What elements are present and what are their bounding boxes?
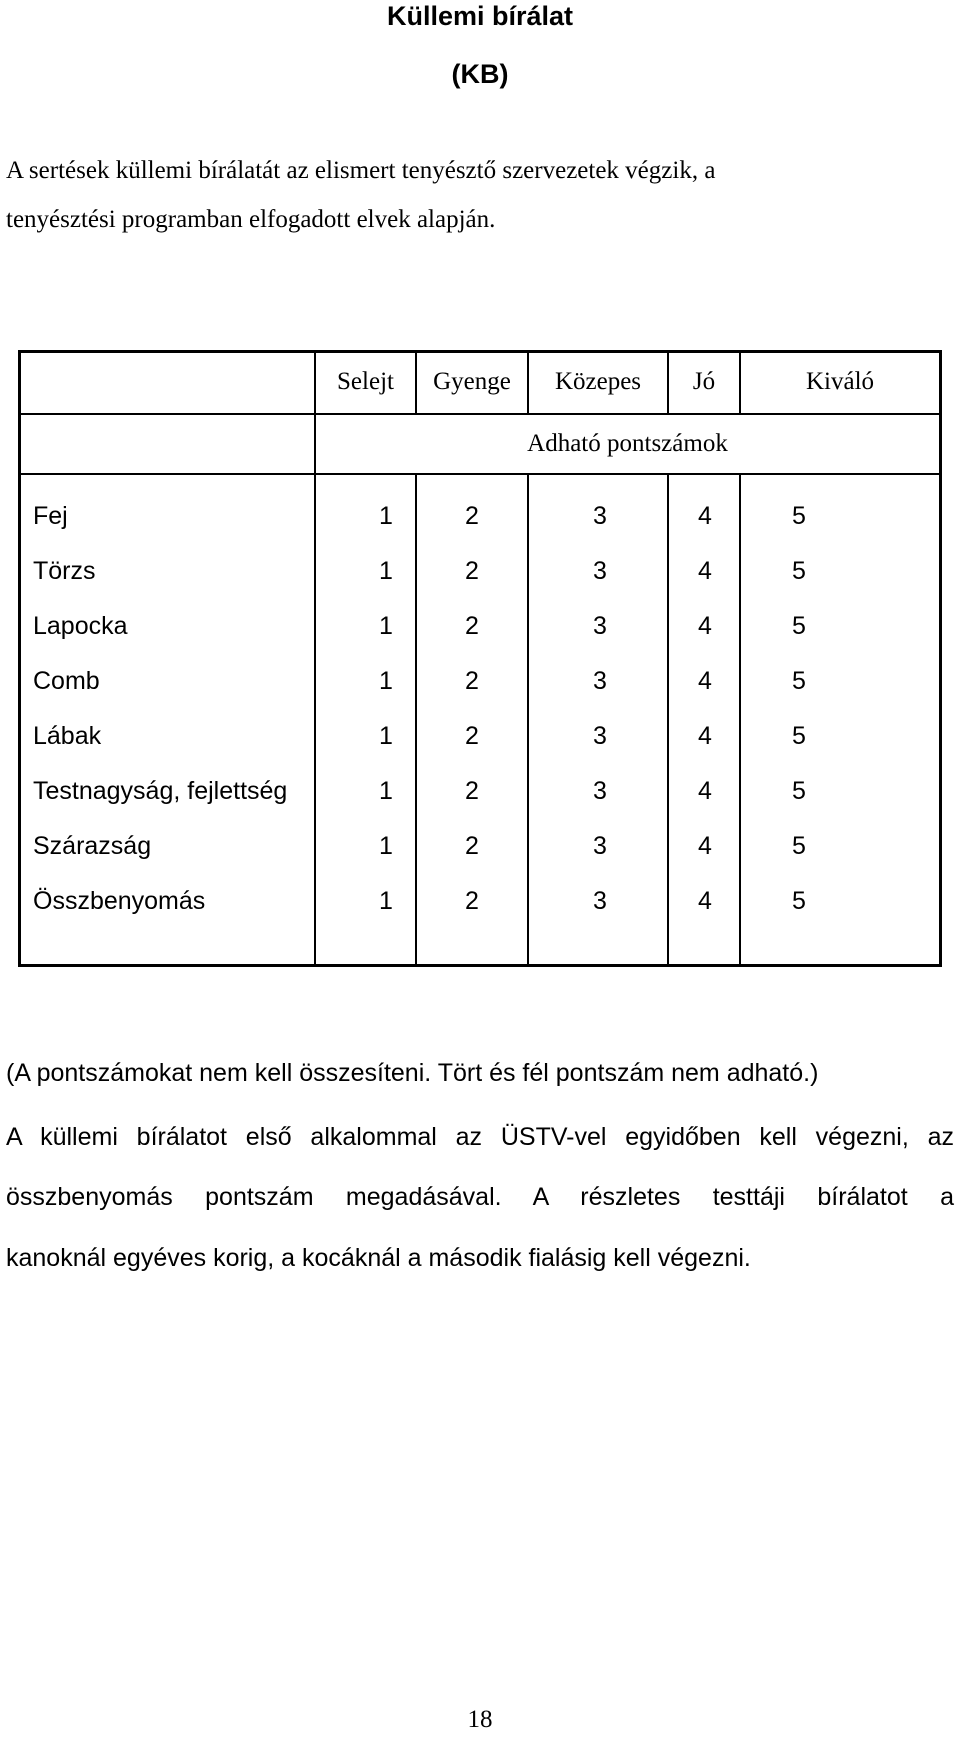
page-number: 18 <box>467 1706 493 1733</box>
table-cell: 3 <box>593 557 607 585</box>
table-cell: 3 <box>593 502 607 530</box>
scoring-note: (A pontszámokat nem kell összesíteni. Tört és fél pontszám nem adható.) <box>6 1059 819 1087</box>
paragraph-line-3: kanoknál egyéves korig, a kocáknál a második fialásig kell végezni. <box>6 1244 751 1272</box>
table-cell: 4 <box>698 722 712 750</box>
table-cell: 2 <box>465 832 479 860</box>
table-cell: 5 <box>792 667 806 695</box>
table-cell: 1 <box>379 502 393 530</box>
table-cell: 1 <box>379 612 393 640</box>
table-cell: 4 <box>698 777 712 805</box>
row-label: Törzs <box>33 557 96 585</box>
table-cell: 3 <box>593 832 607 860</box>
table-cell: 5 <box>792 557 806 585</box>
table-rule-col-3-body <box>667 473 669 964</box>
table-cell: 2 <box>465 722 479 750</box>
table-rule-col-2-body <box>527 473 529 964</box>
column-header: Selejt <box>337 368 394 395</box>
table-cell: 1 <box>379 557 393 585</box>
table-cell: 3 <box>593 887 607 915</box>
table-cell: 5 <box>792 887 806 915</box>
table-cell: 2 <box>465 777 479 805</box>
table-cell: 1 <box>379 777 393 805</box>
row-label: Fej <box>33 502 68 530</box>
table-cell: 3 <box>593 612 607 640</box>
table-cell: 5 <box>792 722 806 750</box>
row-label: Lapocka <box>33 612 128 640</box>
table-rule-subheader <box>21 473 939 475</box>
row-label: Testnagyság, fejlettség <box>33 777 288 805</box>
table-cell: 3 <box>593 777 607 805</box>
row-label: Szárazság <box>33 832 152 860</box>
intro-line-2: tenyésztési programban elfogadott elvek alapján. <box>6 206 496 233</box>
document-subtitle: (KB) <box>451 59 509 89</box>
column-header: Közepes <box>554 368 642 395</box>
table-cell: 1 <box>379 722 393 750</box>
table-cell: 1 <box>379 832 393 860</box>
table-cell: 1 <box>379 887 393 915</box>
table-cell: 2 <box>465 502 479 530</box>
document-title: Küllemi bírálat <box>386 1 574 31</box>
table-cell: 3 <box>593 667 607 695</box>
intro-line-1: A sertések küllemi bírálatát az elismert tenyésztő szervezetek végzik, a <box>6 157 716 184</box>
table-cell: 4 <box>698 502 712 530</box>
table-cell: 4 <box>698 887 712 915</box>
scoring-table <box>18 350 942 967</box>
paragraph-line-1: A küllemi bírálatot első alkalommal az ÜSTV-vel egyidőben kell végezni, az <box>6 1123 954 1151</box>
column-header: Jó <box>692 368 716 395</box>
column-header: Gyenge <box>433 368 511 395</box>
row-label: Lábak <box>33 722 102 750</box>
table-rule-col-1-body <box>415 473 417 964</box>
table-cell: 2 <box>465 887 479 915</box>
paragraph-line-2: összbenyomás pontszám megadásával. A részletes testtáji bírálatot a <box>6 1183 954 1211</box>
table-cell: 4 <box>698 612 712 640</box>
table-cell: 5 <box>792 612 806 640</box>
table-cell: 4 <box>698 667 712 695</box>
table-cell: 2 <box>465 667 479 695</box>
table-cell: 4 <box>698 832 712 860</box>
table-cell: 5 <box>792 502 806 530</box>
table-cell: 1 <box>379 667 393 695</box>
points-subheader: Adható pontszámok <box>527 430 728 457</box>
table-cell: 2 <box>465 557 479 585</box>
row-label: Comb <box>33 667 100 695</box>
table-cell: 3 <box>593 722 607 750</box>
table-cell: 5 <box>792 777 806 805</box>
row-label: Összbenyomás <box>33 887 206 915</box>
column-header: Kiváló <box>805 368 875 395</box>
table-rule-header <box>21 413 939 415</box>
table-rule-col-4-body <box>739 473 741 964</box>
table-cell: 5 <box>792 832 806 860</box>
table-cell: 2 <box>465 612 479 640</box>
table-cell: 4 <box>698 557 712 585</box>
